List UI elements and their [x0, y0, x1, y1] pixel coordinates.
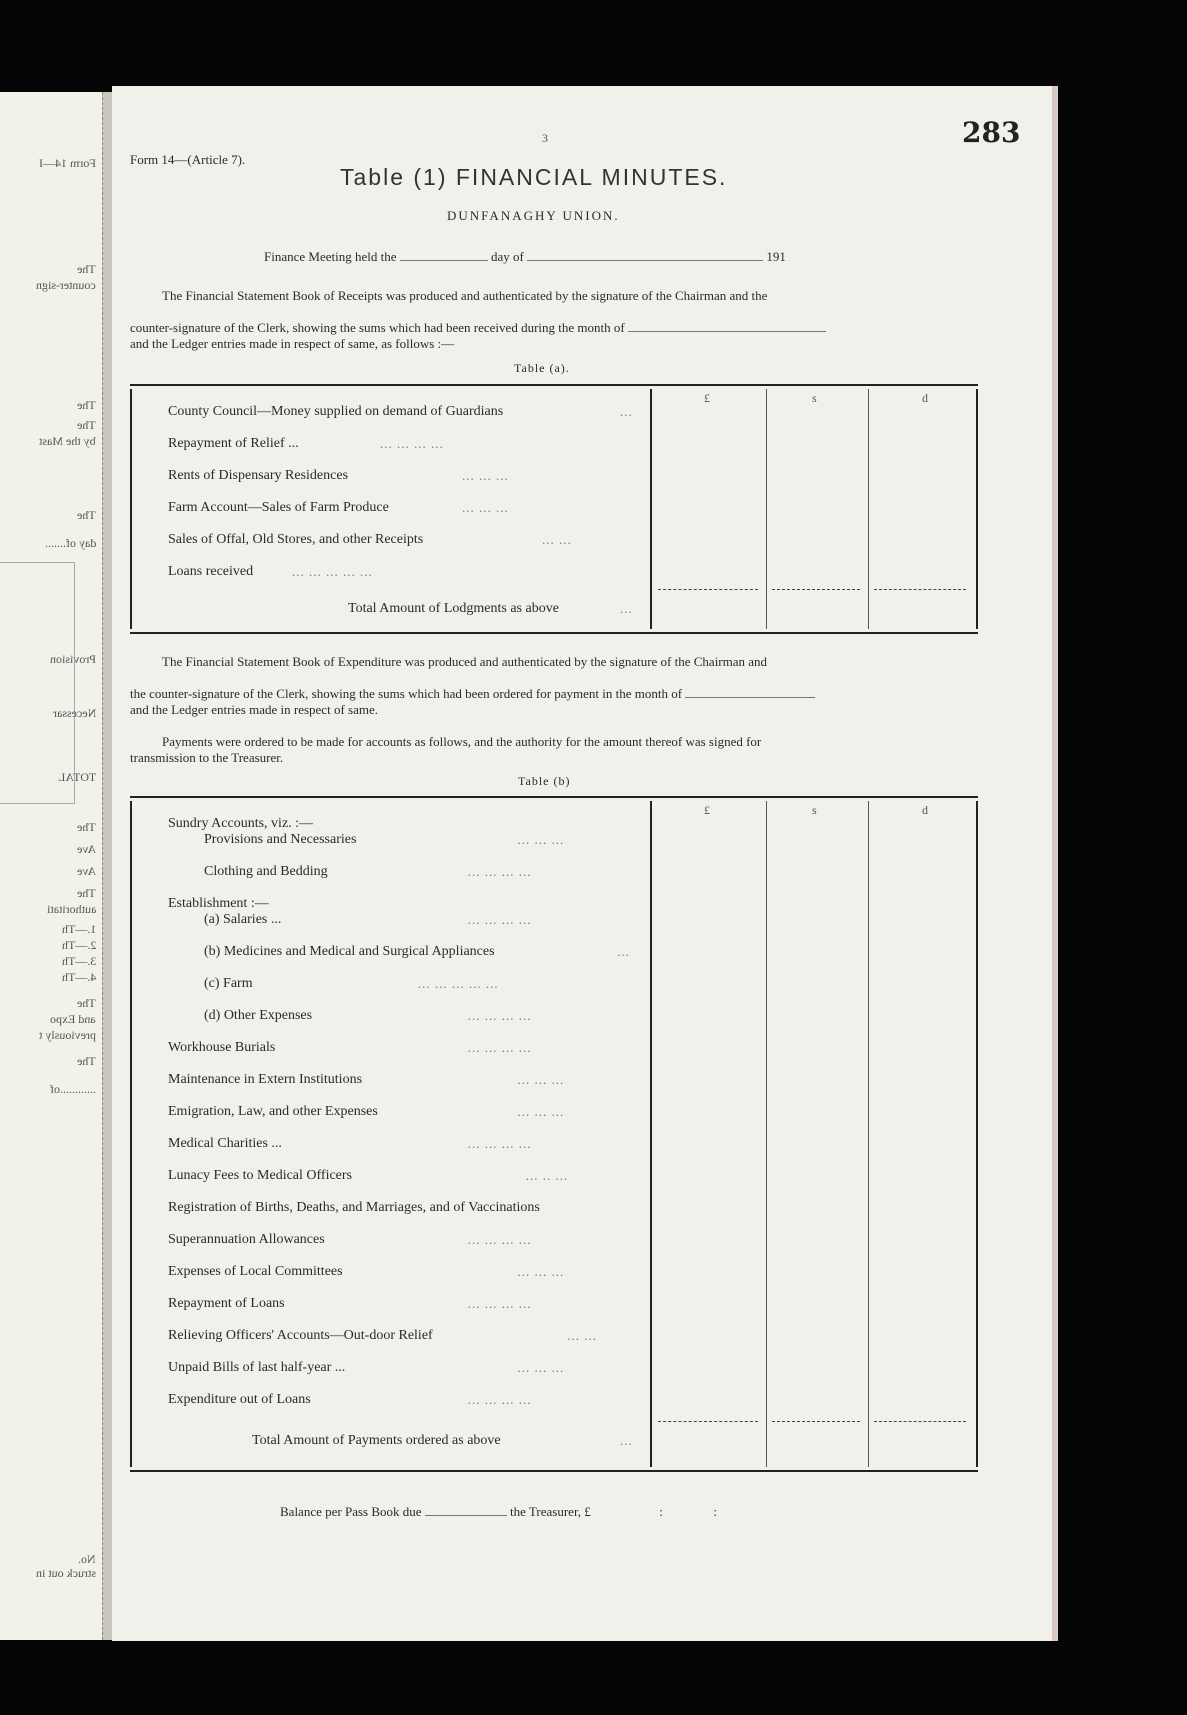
expenditure-para-2: [130, 686, 815, 702]
page-edge: [1052, 86, 1058, 1641]
row-leader: ... ... ... ... ...: [417, 976, 499, 991]
expenditure-para-4b: transmission to the Treasurer.: [130, 750, 284, 765]
row-leader: ... ... ... ...: [467, 1136, 532, 1151]
row-leader: ... ... ...: [517, 1264, 565, 1279]
pence-header: d: [922, 391, 928, 405]
row-leader: ... ... ... ...: [467, 1296, 532, 1311]
row-leader: ... ... ... ...: [467, 1392, 532, 1407]
table-a: [130, 384, 978, 634]
table-b: [130, 796, 978, 1472]
receipt-row: Rents of Dispensary Residences: [168, 468, 349, 483]
row-leader: ... ... ... ... ...: [292, 564, 373, 579]
receipt-row: Sales of Offal, Old Stores, and other Receipts: [168, 532, 424, 547]
pence-header: d: [922, 803, 928, 817]
balance-blank[interactable]: [425, 1515, 507, 1516]
meeting-line: [264, 249, 786, 265]
expenditure-row: Lunacy Fees to Medical Officers: [168, 1168, 353, 1183]
facing-page: Form 14—I The counter-sign The The by the Mast The day of....... Provision Necessar TOTAL The Ave Ave The authoritati 1.—Th 2.—Th 3.—Th 4.—Th The and Expo previously t The ............of No. struck out in: [0, 92, 102, 1640]
meeting-month-blank[interactable]: [527, 260, 763, 261]
receipts-month-blank[interactable]: [628, 331, 826, 332]
expenditure-row: Expenses of Local Committees: [168, 1264, 343, 1279]
receipts-para-1: The Financial Statement Book of Receipts was produced and authenticated by the signature of the Chairman and the: [162, 288, 768, 303]
receipt-row: Repayment of Relief ...: [168, 436, 299, 451]
shillings-header: s: [812, 391, 817, 405]
row-leader: ...: [617, 944, 630, 959]
expenditure-para-1: The Financial Statement Book of Expenditure was produced and authenticated by the signature of the Chairman and: [162, 654, 768, 669]
expenditure-row: Provisions and Necessaries: [204, 832, 357, 847]
expenditure-month-blank[interactable]: [685, 697, 815, 698]
form-page: [112, 86, 1052, 1641]
shillings-header: s: [812, 803, 817, 817]
expenditure-row: Emigration, Law, and other Expenses: [168, 1104, 378, 1119]
receipt-row: Farm Account—Sales of Farm Produce: [168, 500, 389, 515]
expenditure-row: Clothing and Bedding: [204, 864, 328, 879]
receipts-para-3: and the Ledger entries made in respect of same, as follows :—: [130, 336, 455, 351]
row-leader: ...: [620, 404, 633, 419]
row-leader: ... ... ...: [517, 832, 565, 847]
expenditure-row: Establishment :—: [168, 896, 269, 911]
expenditure-row: Medical Charities ...: [168, 1136, 282, 1151]
expenditure-para-4a: Payments were ordered to be made for accounts as follows, and the authority for the amount thereof was signed for: [162, 734, 762, 749]
row-leader: ... .. ...: [525, 1168, 569, 1183]
meeting-year: 191: [766, 249, 786, 264]
row-leader: ... ... ... ...: [467, 912, 532, 927]
row-leader: ... ...: [567, 1328, 598, 1343]
form-reference: Form 14—(Article 7).: [130, 152, 246, 167]
receipt-row: County Council—Money supplied on demand of Guardians: [168, 404, 504, 419]
expenditure-row: (a) Salaries ...: [204, 912, 282, 927]
row-leader: ... ... ... ...: [467, 1008, 532, 1023]
expenditure-row: Sundry Accounts, viz. :—: [168, 816, 314, 831]
expenditure-row: Registration of Births, Deaths, and Marriages, and of Vaccinations: [168, 1200, 540, 1215]
expenditure-row: Superannuation Allowances: [168, 1232, 325, 1247]
row-leader: ...: [620, 601, 633, 616]
row-leader: ... ... ...: [517, 1104, 565, 1119]
receipts-total-label: Total Amount of Lodgments as above: [348, 601, 559, 616]
page-number: 283: [962, 116, 1021, 149]
expenditure-row: (d) Other Expenses: [204, 1008, 313, 1023]
row-leader: ...: [620, 1433, 633, 1448]
row-leader: ... ... ...: [462, 500, 509, 515]
meeting-day-blank[interactable]: [400, 260, 488, 261]
balance-prefix: Balance per Pass Book due: [280, 1504, 422, 1519]
union-name: DUNFANAGHY UNION.: [447, 208, 620, 223]
expenditure-para-3: and the Ledger entries made in respect of same.: [130, 702, 378, 717]
row-leader: ... ...: [542, 532, 572, 547]
expenditure-row: Expenditure out of Loans: [168, 1392, 311, 1407]
pounds-header: £: [704, 391, 710, 405]
balance-separator: :: [713, 1504, 717, 1519]
table-a-label: Table (a).: [514, 361, 570, 375]
expenditure-row: Workhouse Burials: [168, 1040, 276, 1055]
row-leader: ... ... ...: [517, 1360, 565, 1375]
expenditure-row: Maintenance in Extern Institutions: [168, 1072, 363, 1087]
page-title: Table (1) FINANCIAL MINUTES.: [340, 164, 728, 190]
meeting-prefix: Finance Meeting held the: [264, 249, 397, 264]
expenditure-row: (b) Medicines and Medical and Surgical Appliances: [204, 944, 495, 959]
balance-line: [280, 1504, 717, 1520]
row-leader: ... ... ... ...: [380, 436, 444, 451]
small-page-number: 3: [542, 131, 548, 145]
receipt-row: Loans received: [168, 564, 254, 579]
row-leader: ... ... ... ...: [467, 1232, 532, 1247]
receipts-para-2: [130, 320, 826, 336]
expenditure-total-label: Total Amount of Payments ordered as above: [252, 1433, 501, 1448]
receipts-para-2-text: counter-signature of the Clerk, showing the sums which had been received during the month of: [130, 320, 625, 335]
balance-separator: :: [659, 1504, 663, 1519]
meeting-middle: day of: [491, 249, 524, 264]
expenditure-row: Repayment of Loans: [168, 1296, 285, 1311]
expenditure-row: Unpaid Bills of last half-year ...: [168, 1360, 346, 1375]
row-leader: ... ... ...: [462, 468, 509, 483]
expenditure-row: Relieving Officers' Accounts—Out-door Relief: [168, 1328, 433, 1343]
table-b-label: Table (b): [518, 774, 571, 788]
expenditure-para-2-text: the counter-signature of the Clerk, showing the sums which had been ordered for payment in the month of: [130, 686, 683, 701]
row-leader: ... ... ... ...: [467, 864, 532, 879]
expenditure-row: (c) Farm: [204, 976, 253, 991]
row-leader: ... ... ...: [517, 1072, 565, 1087]
pounds-header: £: [704, 803, 710, 817]
row-leader: ... ... ... ...: [467, 1040, 532, 1055]
balance-middle: the Treasurer, £: [510, 1504, 591, 1519]
